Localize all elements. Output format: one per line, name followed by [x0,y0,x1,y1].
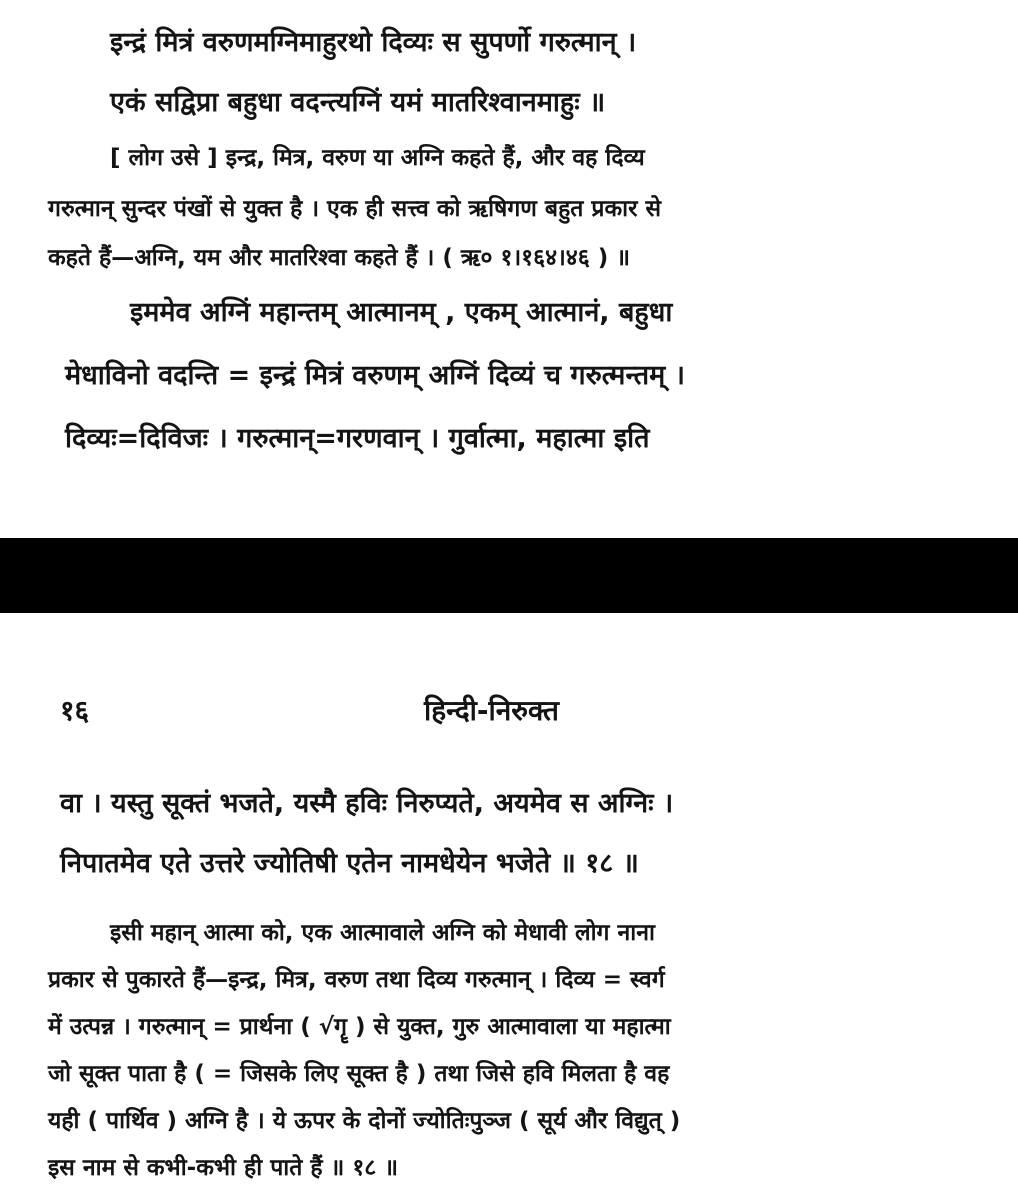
commentary-line: दिव्यः=दिविजः । गरुत्मान्=गरणवान् । गुर्वात्मा, महात्मा इति [65,423,650,454]
verse-line: इन्द्रं मित्रं वरुणमग्निमाहुरथो दिव्यः स सुपर्णो गरुत्मान् । [110,27,637,58]
text-line: वा । यस्तु सूक्तं भजते, यस्मै हविः निरुप्यते, अयमेव स अग्निः । [60,788,674,819]
translation-line: कहते हैं—अग्नि, यम और मातरिश्वा कहते हैं । ( ऋ० १।१६४।४६ ) ॥ [48,245,631,271]
black-divider-band [0,538,1018,613]
translation-line: में उत्पन्न । गरुत्मान् = प्रार्थना ( √गॄ ) से युक्त, गुरु आत्मावाला या महात्मा [48,1014,671,1040]
translation-line: गरुत्मान् सुन्दर पंखों से युक्त है । एक ही सत्त्व को ऋषिगण बहुत प्रकार से [48,196,662,222]
text-line: निपातमेव एते उत्तरे ज्योतिषी एतेन नामधेयेन भजेते ॥ १८ ॥ [60,848,639,879]
verse-line: एकं सद्विप्रा बहुधा वदन्त्यग्निं यमं मातरिश्वानमाहुः ॥ [110,87,606,118]
translation-line: इस नाम से कभी-कभी ही पाते हैं ॥ १८ ॥ [48,1155,399,1181]
running-title: हिन्दी-निरुक्त [424,694,560,727]
top-page-fragment [0,0,1018,538]
translation-line: यही ( पार्थिव ) अग्नि है । ये ऊपर के दोनों ज्योतिःपुञ्ज ( सूर्य और विद्युत् ) [48,1108,681,1134]
commentary-line: इममेव अग्निं महान्तम् आत्मानम् , एकम् आत्मानं, बहुधा [130,297,673,328]
page-number: १६ [60,694,90,727]
translation-line: [ लोग उसे ] इन्द्र, मित्र, वरुण या अग्नि कहते हैं, और वह दिव्य [110,145,645,171]
translation-line: प्रकार से पुकारते हैं—इन्द्र, मित्र, वरुण तथा दिव्य गरुत्मान् । दिव्य = स्वर्ग [48,967,665,993]
bottom-page [0,613,1018,1200]
translation-line: इसी महान् आत्मा को, एक आत्मावाले अग्नि को मेधावी लोग नाना [110,920,655,946]
translation-line: जो सूक्त पाता है ( = जिसके लिए सूक्त है ) तथा जिसे हवि मिलता है वह [48,1061,670,1087]
commentary-line: मेधाविनो वदन्ति = इन्द्रं मित्रं वरुणम् अग्निं दिव्यं च गरुत्मन्तम् । [65,360,685,391]
